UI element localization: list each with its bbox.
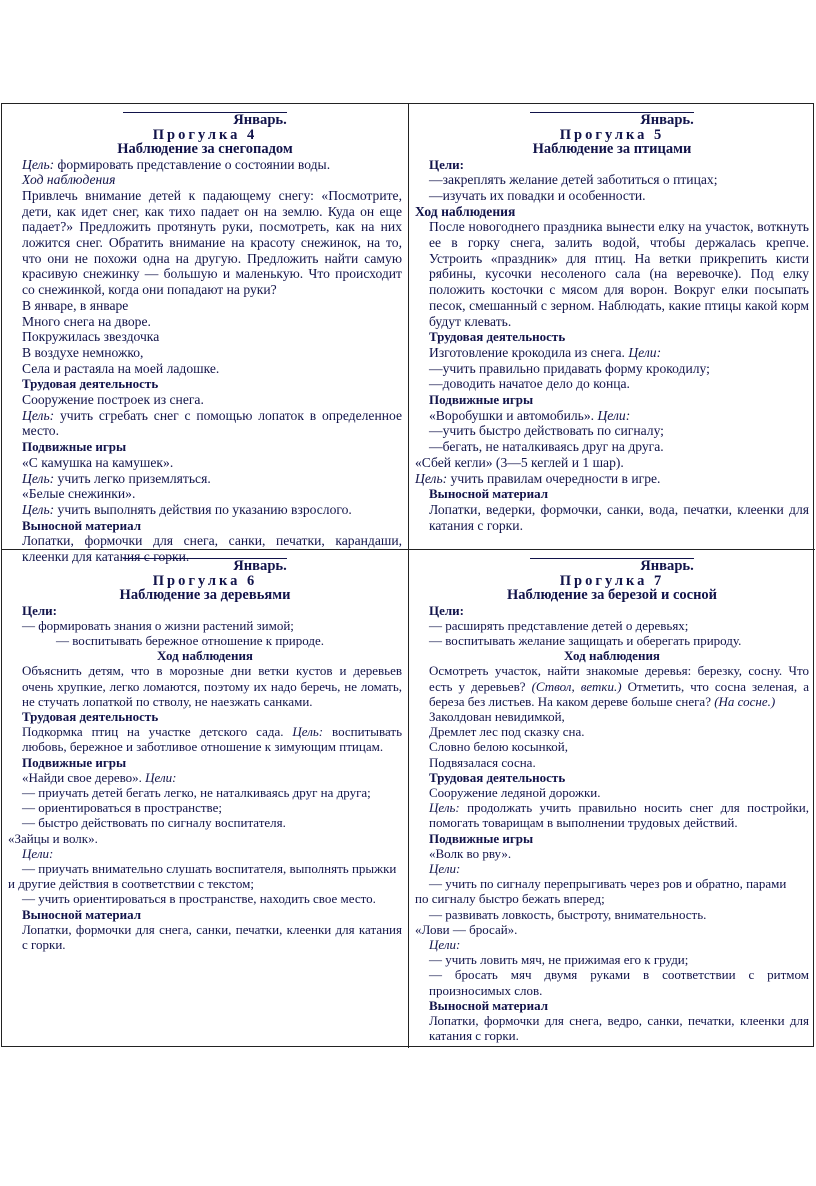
poem-line: Заколдован невидимкой,: [429, 708, 565, 724]
game-title: «Белые снежинки».: [22, 486, 136, 502]
course-label: Ход наблюдения: [157, 648, 253, 664]
goal-item: — учить ориентироваться в пространстве, находить свое место.: [22, 891, 376, 907]
game-title: «Сбей кегли» (3—5 кеглей и 1 шар).: [415, 454, 624, 470]
labor-label: Трудовая деятельность: [22, 376, 159, 392]
games-label: Подвижные игры: [22, 439, 127, 455]
game-goals-label: Цели:: [429, 936, 461, 952]
goals-label: Цели:: [22, 602, 57, 618]
goal-item: по сигналу быстро бежать вперед;: [415, 891, 605, 907]
labor-goal-text: продолжать учить правильно носить снег для постройки, помогать товарищам в выполнении трудовых действий.: [429, 800, 809, 831]
month-label: Январь.: [530, 558, 694, 574]
paragraph-text: Отметить, что сосна зеленая, а береза без листьев. На каком дереве больше снега?: [429, 678, 809, 709]
goal-item: — формировать знания о жизни растений зимой;: [22, 617, 294, 633]
walk-4-cell: [2, 104, 409, 565]
game-goal-text: учить легко приземляться.: [54, 470, 211, 486]
walks-table: [1, 103, 814, 1047]
labor-label: Трудовая деятельность: [429, 769, 566, 785]
observation-paragraph: [415, 663, 809, 709]
game-goals-label: Цели:: [22, 845, 54, 861]
game-goal-label: Цель:: [22, 501, 55, 517]
goal-text: формировать представление о состоянии воды.: [54, 156, 331, 172]
game-title: «Волк во рву».: [429, 845, 512, 861]
game-title: «Лови — бросай».: [415, 921, 518, 937]
material-text: Лопатки, формочки для снега, ведро, санки, печатки, клеенки для катания с горки.: [429, 1012, 809, 1044]
goal-item: — воспитывать бережное отношение к природе.: [56, 632, 325, 648]
poem-line: Словно белою косынкой,: [429, 739, 568, 755]
material-label: Выносной материал: [429, 997, 549, 1013]
walk-number: Прогулка 5: [559, 126, 665, 143]
walk-number: Прогулка 4: [152, 126, 258, 143]
labor-goal-text: учить сгребать снег с помощью лопаток в определенное место.: [22, 407, 402, 439]
material-text: Лопатки, ведерки, формочки, санки, вода, печатки, клеенки для катания с горки.: [429, 501, 809, 533]
walk-number: Прогулка 6: [152, 572, 258, 589]
labor-text: Подкормка птиц на участке детского сада.: [22, 724, 293, 740]
walk-5-header: [415, 112, 809, 157]
labor-goal-label: Цель:: [292, 724, 324, 740]
goal-item: — быстро действовать по сигналу воспитателя.: [22, 815, 286, 831]
walk-theme: Наблюдение за березой и сосной: [506, 587, 718, 603]
goals-label: Цели:: [429, 602, 464, 618]
material-label: Выносной материал: [22, 517, 142, 533]
material-text: Лопатки, формочки для снега, санки, печатки, карандаши, клеенки для катания с горки.: [22, 533, 402, 565]
labor-text: Изготовление крокодила из снега.: [429, 344, 629, 360]
material-text: Лопатки, формочки для снега, санки, печатки, клеенки для катания с горки.: [22, 921, 402, 952]
goal-item: —учить правильно придавать форму крокодилу;: [429, 360, 710, 376]
goal-item: — ориентироваться в пространстве;: [22, 800, 222, 816]
labor-goal-label: Цель:: [22, 407, 55, 423]
goal-item: — развивать ловкость, быстроту, внимательность.: [429, 906, 707, 922]
walk-theme: Наблюдение за деревьями: [119, 587, 291, 603]
walk-theme: Наблюдение за птицами: [532, 141, 692, 157]
games-label: Подвижные игры: [429, 830, 534, 846]
game-goals-label: Цели:: [145, 769, 177, 785]
walk-5-cell: [409, 104, 815, 550]
paragraph-answer: (Ствол, ветки.): [531, 678, 622, 694]
poem-line: В январе, в январе: [22, 297, 129, 313]
month-label: Январь.: [530, 112, 694, 128]
walk-6-header: [8, 558, 402, 603]
goal-item: — приучать внимательно слушать воспитателя, выполнять прыжки: [22, 860, 397, 876]
game-goal-label: Цель:: [415, 470, 448, 486]
walk-theme: Наблюдение за снегопадом: [117, 141, 293, 157]
goal-item: —учить быстро действовать по сигналу;: [429, 423, 664, 439]
game-goal-text: учить выполнять действия по указанию взрослого.: [54, 501, 352, 517]
walk-7-header: [415, 558, 809, 603]
poem-line: Много снега на дворе.: [22, 313, 151, 329]
course-label: Ход наблюдения: [22, 172, 116, 188]
goal-label: Цель:: [22, 156, 55, 172]
labor-goal-label: Цель:: [429, 800, 460, 816]
course-label: Ход наблюдения: [415, 203, 516, 219]
games-label: Подвижные игры: [429, 392, 534, 408]
paragraph-text: Осмотреть участок, найти знакомые деревья: березку, сосну. Что есть у деревьев?: [429, 663, 809, 694]
month-label: Январь.: [123, 558, 287, 574]
month-label: Январь.: [123, 112, 287, 128]
goal-item: — воспитывать желание защищать и оберегать природу.: [429, 632, 742, 648]
poem-line: Дремлет лес под сказку сна.: [429, 724, 585, 740]
labor-text: Сооружение построек из снега.: [22, 392, 204, 408]
poem-line: Покружилась звездочка: [22, 329, 160, 345]
game-title: «Найди свое дерево».: [22, 769, 146, 785]
material-label: Выносной материал: [22, 906, 142, 922]
goal-item: —бегать, не наталкиваясь друг на друга.: [429, 439, 664, 455]
poem-line: В воздухе немножко,: [22, 344, 144, 360]
course-label: Ход наблюдения: [564, 648, 660, 664]
walk-4-header: [8, 112, 402, 157]
observation-paragraph: После новогоднего праздника вынести елку на участок, воткнуть ее в горку снега, залить водой, чтобы держалась крепче. Устроить «праздник» для птиц. На ветки прикрепить кисти рябины, кусочки несоленого сала (на веревочке). Под елку положить косточки с мясом для ворон. Вокруг елки посыпать песок, смешанный с зерном. Наблюдать, какие птицы какой корм будут клевать.: [429, 219, 809, 329]
labor-goals-label: Цели:: [628, 344, 662, 360]
goal-item: — учить по сигналу перепрыгивать через ров и обратно, парами: [429, 876, 787, 892]
walk-7-cell: [409, 550, 815, 1048]
observation-paragraph: Объяснить детям, что в морозные дни ветки кустов и деревьев очень хрупкие, легко ломаются, поэтому их надо беречь, не ломать, не стучать лопаткой по стволу, не наезжать санками.: [22, 663, 402, 709]
labor-text: Сооружение ледяной дорожки.: [429, 784, 601, 800]
goal-item: — учить ловить мяч, не прижимая его к груди;: [429, 952, 689, 968]
games-label: Подвижные игры: [22, 754, 127, 770]
material-label: Выносной материал: [429, 486, 549, 502]
walk-6-cell: [2, 550, 409, 1048]
labor-label: Трудовая деятельность: [22, 708, 159, 724]
walk-number: Прогулка 7: [559, 572, 665, 589]
game-title: «С камушка на камушек».: [22, 454, 174, 470]
goal-item: — приучать детей бегать легко, не наталкиваясь друг на друга;: [22, 784, 371, 800]
game-goals-label: Цели:: [429, 860, 461, 876]
poem-line: Села и растаяла на моей ладошке.: [22, 360, 220, 376]
goal-item: —доводить начатое дело до конца.: [429, 376, 630, 392]
labor-label: Трудовая деятельность: [429, 329, 566, 345]
paragraph-answer: (На сосне.): [714, 693, 776, 709]
goal-item: и другие действия в соответствии с текстом;: [8, 876, 255, 892]
goals-label: Цели:: [429, 156, 464, 172]
goal-item: —изучать их повадки и особенности.: [429, 187, 646, 203]
game-title: «Воробушки и автомобиль».: [429, 407, 598, 423]
game-goal-label: Цель:: [22, 470, 55, 486]
goal-item: —закреплять желание детей заботиться о птицах;: [429, 172, 718, 188]
poem-line: Подвязалася сосна.: [429, 754, 536, 770]
game-goals-label: Цели:: [597, 407, 631, 423]
game-goal-text: учить правилам очередности в игре.: [447, 470, 661, 486]
goal-item: — расширять представление детей о деревьях;: [429, 617, 689, 633]
game-title: «Зайцы и волк».: [8, 830, 98, 846]
observation-paragraph: Привлечь внимание детей к падающему снегу: «Посмотрите, дети, как идет снег, как тихо падает он на землю. Куда он еще падает?» Предложить протянуть руки, посмотреть, как на них ложится снег. Обратить внимание на красоту снежинок, на то, что они не похожи одна на другую. Предложить найти самую красивую снежинку — большую и маленькую. Что происходит со снежинкой, когда они попадают на руки?: [22, 187, 402, 298]
labor-goal-text: воспитывать любовь, бережное и заботливое отношение к зимующим птицам.: [22, 724, 403, 755]
goal-item: — бросать мяч двумя руками в соответствии с ритмом произносимых слов.: [429, 967, 809, 998]
